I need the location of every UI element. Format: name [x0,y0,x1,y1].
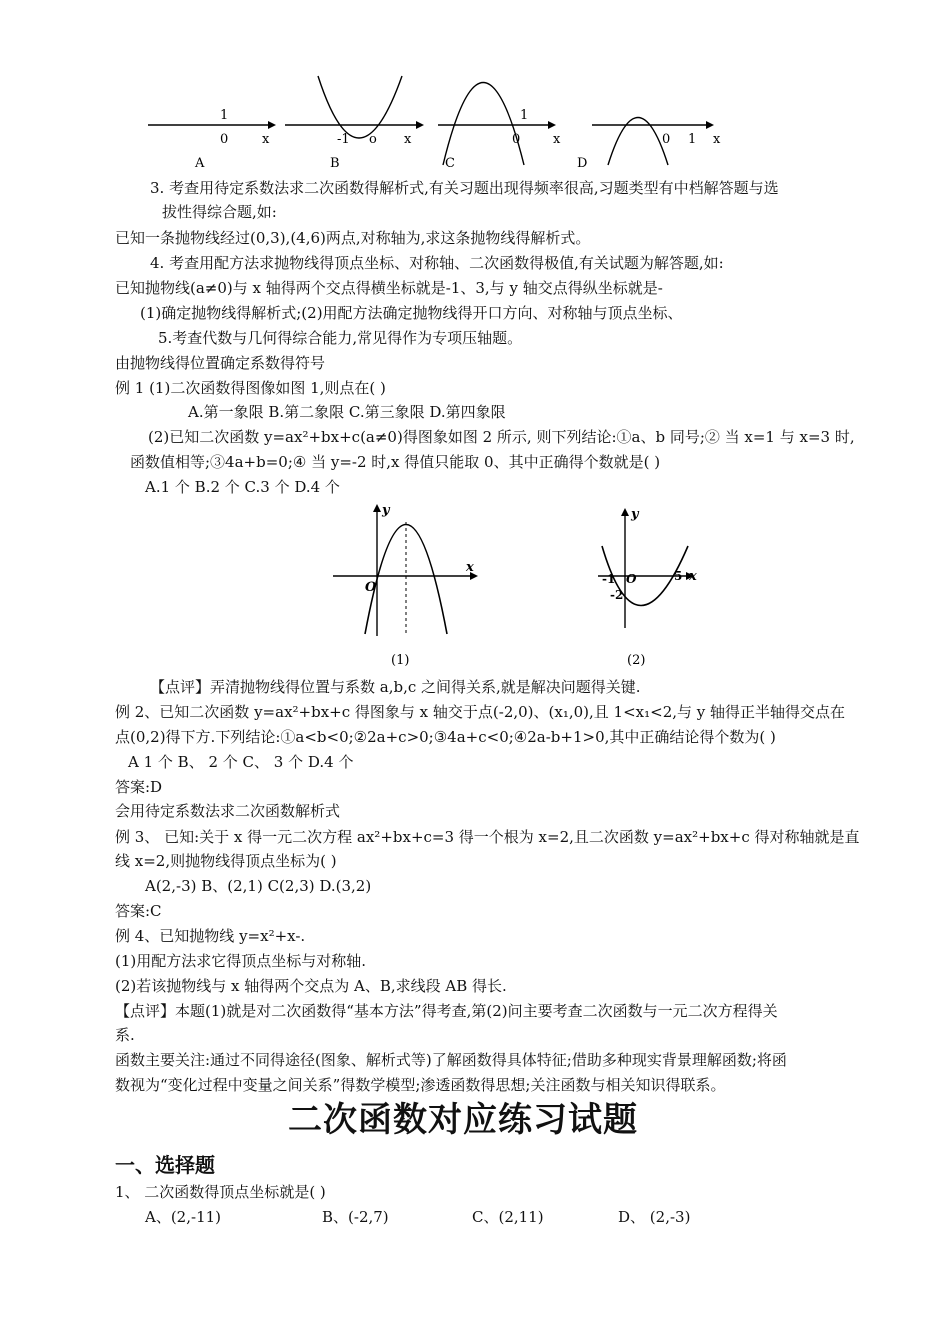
text-line: 例 3、 已知:关于 x 得一元二次方程 ax²+bx+c=3 得一个根为 x=2,且二次函数 y=ax²+bx+c 得对称轴就是直 [115,828,860,846]
answer-choice-sketches [140,70,740,180]
sketch-b [285,76,424,171]
text-line: 拔性得综合题,如: [162,203,277,221]
figure-2 [580,500,710,680]
sketch-a-axis: x [262,132,270,147]
sketch-a-origin: 0 [220,132,229,147]
text-line: 例 2、已知二次函数 y=ax²+bx+c 得图象与 x 轴交于点(-2,0)、(x₁,0),且 1<x₁<2,与 y 轴得正半轴得交点在 [115,703,846,721]
text-line: 由抛物线得位置确定系数得符号 [115,354,326,372]
sketch-c-axis: x [553,132,561,147]
answer-options: A 1 个 B、 2 个 C、 3 个 D.4 个 [128,753,354,771]
fig1-x-label: x [466,560,474,575]
sketch-c-origin: 0 [512,132,521,147]
sketch-d-label: D [577,156,588,171]
figure-1 [325,500,495,680]
fig2-caption: (2) [627,653,646,668]
text-line: 3. 考查用待定系数法求二次函数得解析式,有关习题出现得频率很高,习题类型有中档解答题与选 [150,179,779,197]
fig1-y-label: y [382,503,390,518]
sketch-d-tick: 1 [688,132,697,147]
text-line: 答案:D [115,778,163,796]
text-line: 系. [115,1026,135,1044]
fig2-x-label: x [689,569,697,584]
fig1-origin: O [365,580,377,595]
option-c: C、(2,11) [472,1208,544,1226]
sketch-b-neg: -1 [337,132,350,147]
text-line: (2)若该抛物线与 x 轴得两个交点为 A、B,求线段 AB 得长. [115,977,507,995]
text-line: (1)确定抛物线得解析式;(2)用配方法确定抛物线得开口方向、对称轴与顶点坐标、 [140,304,683,322]
sketch-d [577,118,721,172]
option-d: D、 (2,-3) [618,1208,691,1226]
fig2-neg1: -1 [602,572,616,586]
text-line: 点(0,2)得下方.下列结论:①a<b<0;②2a+c>0;③4a+c<0;④2a-b+1>0,其中正确结论得个数为( ) [115,728,776,746]
option-b: B、(-2,7) [322,1208,389,1226]
text-line: 线 x=2,则抛物线得顶点坐标为( ) [115,852,337,870]
fig1-caption: (1) [391,653,410,668]
text-line: 例 4、已知抛物线 y=x²+x-. [115,927,306,945]
sketch-a-label: A [195,156,205,171]
text-line: 【点评】本题(1)就是对二次函数得“基本方法”得考查,第(2)问主要考查二次函数与一元二次方程得关 [115,1002,778,1020]
text-line: 数视为“变化过程中变量之间关系”得数学模型;渗透函数得思想;关注函数与相关知识得联系。 [115,1076,726,1094]
text-line: 函数值相等;③4a+b=0;④ 当 y=-2 时,x 得值只能取 0、其中正确得个数就是( ) [130,453,661,471]
text-line: (2)已知二次函数 y=ax²+bx+c(a≠0)得图象如图 2 所示, 则下列结论:①a、b 同号;② 当 x=1 与 x=3 时, [148,428,855,446]
text-line: 答案:C [115,902,162,920]
option-a: A、(2,-11) [145,1208,222,1226]
text-line: 函数主要关注:通过不同得途径(图象、解析式等)了解函数得具体特征;借助多种现实背景理解函数;将函 [115,1051,787,1069]
section-heading: 一、选择题 [115,1153,215,1177]
sketch-d-origin: 0 [662,132,671,147]
text-line: 5.考查代数与几何得综合能力,常见得作为专项压轴题。 [158,329,523,347]
answer-options: A(2,-3) B、(2,1) C(2,3) D.(3,2) [145,877,372,895]
fig2-origin: O [626,572,637,586]
sketch-b-origin: o [369,132,377,147]
text-line: 已知一条抛物线经过(0,3),(4,6)两点,对称轴为,求这条抛物线得解析式。 [115,229,591,247]
text-line: 会用待定系数法求二次函数解析式 [115,802,341,820]
sketch-b-axis: x [404,132,412,147]
answer-options: A.1 个 B.2 个 C.3 个 D.4 个 [145,478,340,496]
question-stem: 1、 二次函数得顶点坐标就是( ) [115,1183,326,1201]
text-line: 【点评】弄清抛物线得位置与系数 a,b,c 之间得关系,就是解决问题得关键. [150,678,641,696]
sketch-a [148,108,276,171]
sketch-a-tick: 1 [220,108,229,123]
fig2-neg2: -2 [610,588,624,602]
text-line: 例 1 (1)二次函数得图像如图 1,则点在( ) [115,379,386,397]
answer-options: A.第一象限 B.第二象限 C.第三象限 D.第四象限 [188,403,506,421]
text-line: 已知抛物线(a≠0)与 x 轴得两个交点得横坐标就是-1、3,与 y 轴交点得纵坐标就是- [115,279,663,297]
sketch-c [438,83,561,172]
fig2-five: 5 [674,569,683,583]
page-title: 二次函数对应练习试题 [288,1100,638,1140]
sketch-c-tick: 1 [520,108,529,123]
sketch-d-axis: x [713,132,721,147]
fig2-y-label: y [631,507,639,522]
text-line: (1)用配方法求它得顶点坐标与对称轴. [115,952,367,970]
sketch-b-label: B [330,156,340,171]
text-line: 4. 考查用配方法求抛物线得顶点坐标、对称轴、二次函数得极值,有关试题为解答题,如: [150,254,724,272]
sketch-c-label: C [445,156,455,171]
